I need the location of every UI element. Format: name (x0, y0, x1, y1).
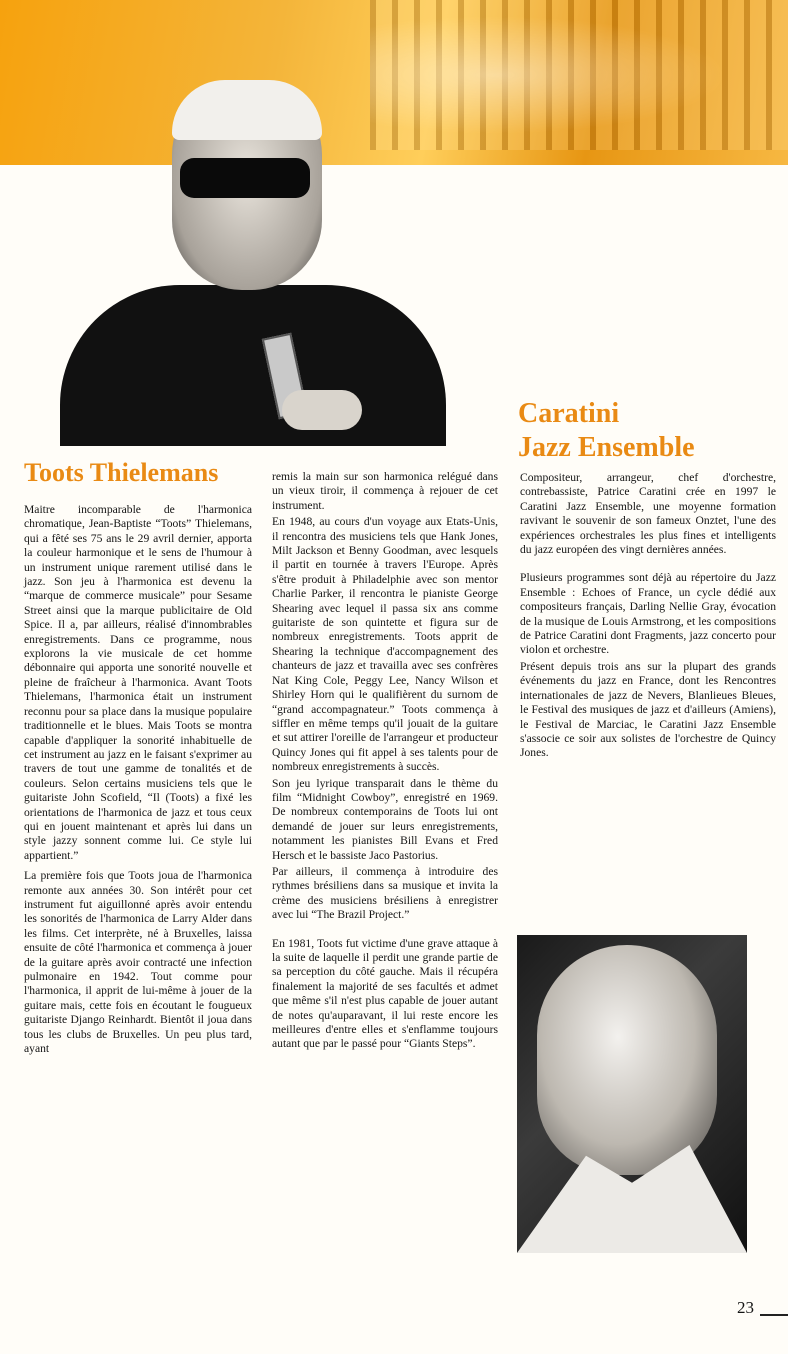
toots-paragraph: remis la main sur son harmonica relégué dans un vieux tiroir, il commença à rejouer de cet instrument. (272, 470, 498, 512)
toots-paragraph: Maitre incomparable de l'harmonica chromatique, Jean-Baptiste “Toots” Thielemans, qui a fêté ses 75 ans le 29 avril dernier, apporta la couleur harmonique et le sens de l'humour à un instrument unique rarement utilisé dans le jazz. Son jeu à l'harmonica est devenu la “marque de commerce musicale” pour Sesame Street ainsi que la marque publicitaire de Old Spice. Il a, par ailleurs, réalisé d'innombrables enregistrements. Dans ce programme, nous explorons la vie musicale de cet homme débonnaire qui apporta une sonorité nouvelle et pleine de fraîcheur à l'harmonica. Avant Toots Thielemans, l'harmonica était un instrument reconnu pour sa place dans la musique populaire traditionnelle et le blues. Mais Toots se montra capable d'appliquer la sonorité inhabituelle de cet instrument au jazz en le faisant s'exprimer au travers de tout une gamme de tonalités et de couleurs. Selon certains musiciens tels que le guitariste John Scofield, “Il (Toots) a fixé les orientations de l'harmonica de jazz et tous ceux qui en jouent maintenant et après lui dans un style jazzy sonnent comme lui. Ce style lui appartient.” (24, 503, 252, 862)
toots-title: Toots Thielemans (24, 458, 219, 487)
caratini-paragraph: Présent depuis trois ans sur la plupart des grands événements du jazz en France, dont les Rencontres internationales de jazz de Nevers, Blanlieues Bleues, le Festival des musiques de jazz et d'ailleurs (Amiens), le Festival de Marciac, le Caratini Jazz Ensemble s'associe ce soir aux solistes de l'orchestre de Quincy Jones. (520, 659, 776, 760)
patrice-caratini-photo (517, 935, 747, 1253)
caratini-column (520, 471, 776, 767)
caratini-title (518, 397, 778, 465)
page-number: 23 (737, 1298, 754, 1317)
caratini-title-line1: Caratini (518, 398, 620, 429)
toots-paragraph: Par ailleurs, il commença à introduire des rythmes brésiliens dans sa musique et invita la crème des musiciens brésiliens à enregistrer avec lui “The Brazil Project.” (272, 864, 498, 922)
toots-paragraph: En 1948, au cours d'un voyage aux Etats-Unis, il rencontra des musiciens tels que Hank Jones, Milt Jackson et Benny Goodman, avec lesquels il partit en tournée à travers l'Europe. Après s'être produit à Philadelphie avec son mentor Charlie Parker, il rencontra le pianiste George Shearing avec lequel il passa six ans comme guitariste de son quintette et figura sur de nombreux enregistrements. Toots apprit de Shearing la technique d'accompagnement des chanteurs de jazz et travailla avec ses confrères Nat King Cole, Peggy Lee, Nancy Wilson et Shirley Horn qui le qualifièrent du surnom de “grand accompagnateur.” Toots commença à siffler en même temps qu'il jouait de la guitare et sut attirer l'oreille de l'arrangeur et producteur Quincy Jones qui fit appel à ses talents pour de nombreux enregistrements à succès. (272, 515, 498, 774)
toots-paragraph: Son jeu lyrique transparait dans le thème du film “Midnight Cowboy”, enregistré en 1969. De nombreux contemporains de Toots lui ont demandé de jouer sur leurs enregistrements, notamment les pianistes Bill Evans et Fred Hersch et le bassiste Jaco Pastorius. (272, 776, 498, 862)
toots-column-2 (272, 470, 498, 1058)
toots-paragraph: En 1981, Toots fut victime d'une grave attaque à la suite de laquelle il perdit une grande partie de sa perception du côté gauche. Mais il récupéra finalement la majorité de ses facultés et admet que même s'il n'est plus capable de jouer autant de notes qu'auparavant, il lui reste encore les meilleures d'entre elles et s'enflamme toujours autant que par le passé pour “Giants Steps”. (272, 936, 498, 1051)
toots-thielemans-photo (60, 80, 446, 446)
page-number-rule (760, 1314, 788, 1316)
toots-column-1 (24, 503, 252, 1062)
caratini-title-line2: Jazz Ensemble (518, 432, 695, 463)
toots-paragraph: La première fois que Toots joua de l'harmonica remonte aux années 30. Son intérêt pour cet instrument fut aiguillonné après avoir entendu les sonorités de l'harmonica de Larry Alder dans les films. Cet interprète, né à Bruxelles, laissa ensuite de côté l'harmonica et commença à jouer de la guitare après avoir contracté une infection pulmonaire en 1942. Tout comme pour l'harmonica, il apprit de lui-même à jouer de la guitare mais, cette fois en écoutant le fougueux guitariste Django Reinhardt. Bientôt il joua dans tous les clubs de Bruxelles. Un peu plus tard, ayant (24, 869, 252, 1056)
caratini-paragraph: Compositeur, arrangeur, chef d'orchestre, contrebassiste, Patrice Caratini crée en 1997 le Caratini Jazz Ensemble, une moyenne formation ravivant le souvenir de son fameux Onztet, l'une des expériences orchestrales les plus fines et intelligents du jazz européen des vingt dernières années. (520, 471, 776, 557)
caratini-paragraph: Plusieurs programmes sont déjà au répertoire du Jazz Ensemble : Echoes of France, un cycle dédié aux compositeurs français, Darling Nellie Gray, évocation de la musique de Louis Armstrong, et les compositions de Patrice Caratini dont Fragments, jazz concerto pour violon et orchestre. (520, 571, 776, 657)
